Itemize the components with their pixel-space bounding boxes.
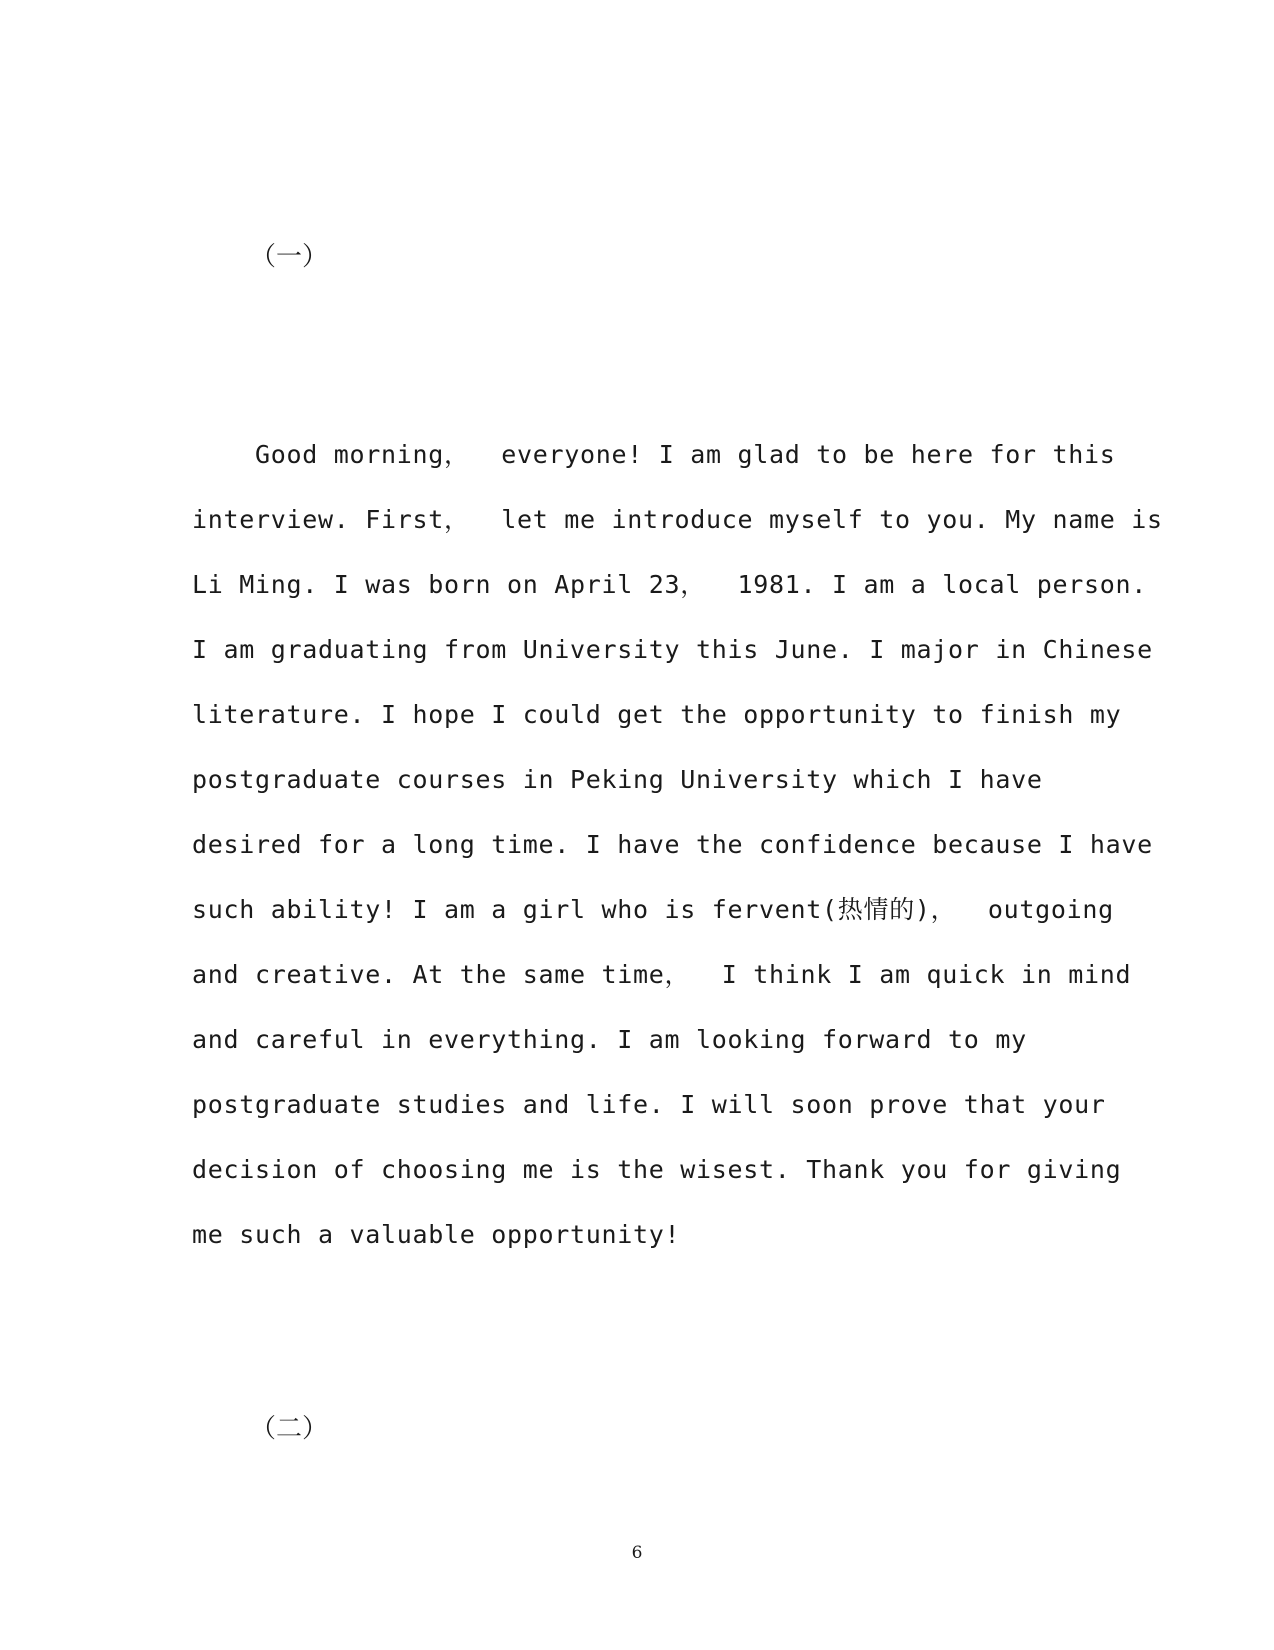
paragraph-line: and careful in everything. I am looking forward to my (192, 1025, 1027, 1054)
section-heading-one: （一） (250, 242, 329, 272)
paragraph-line: postgraduate courses in Peking University which I have (192, 765, 1043, 794)
paragraph-line: I am graduating from University this June. I major in Chinese (192, 635, 1153, 664)
paragraph-line: decision of choosing me is the wisest. Thank you for giving (192, 1155, 1122, 1184)
paragraph-line: me such a valuable opportunity! (192, 1220, 681, 1249)
paragraph-line: Li Ming. I was born on April 23， 1981. I am a local person. (192, 570, 1148, 599)
paragraph-line: and creative. At the same time， I think I am quick in mind (192, 960, 1132, 989)
page-number: 6 (631, 1543, 643, 1563)
paragraph-line: literature. I hope I could get the opportunity to finish my (192, 700, 1122, 729)
paragraph-line: desired for a long time. I have the confidence because I have (192, 830, 1153, 859)
paragraph-line: Good morning， everyone! I am glad to be here for this (192, 440, 1116, 469)
section-heading-two: （二） (250, 1414, 329, 1444)
paragraph-line: such ability! I am a girl who is fervent(热情的)， outgoing (192, 895, 1114, 924)
paragraph-line: postgraduate studies and life. I will soon prove that your (192, 1090, 1106, 1119)
paragraph-line: interview. First， let me introduce myself to you. My name is (192, 505, 1163, 534)
introduction-paragraph (192, 425, 1163, 1270)
